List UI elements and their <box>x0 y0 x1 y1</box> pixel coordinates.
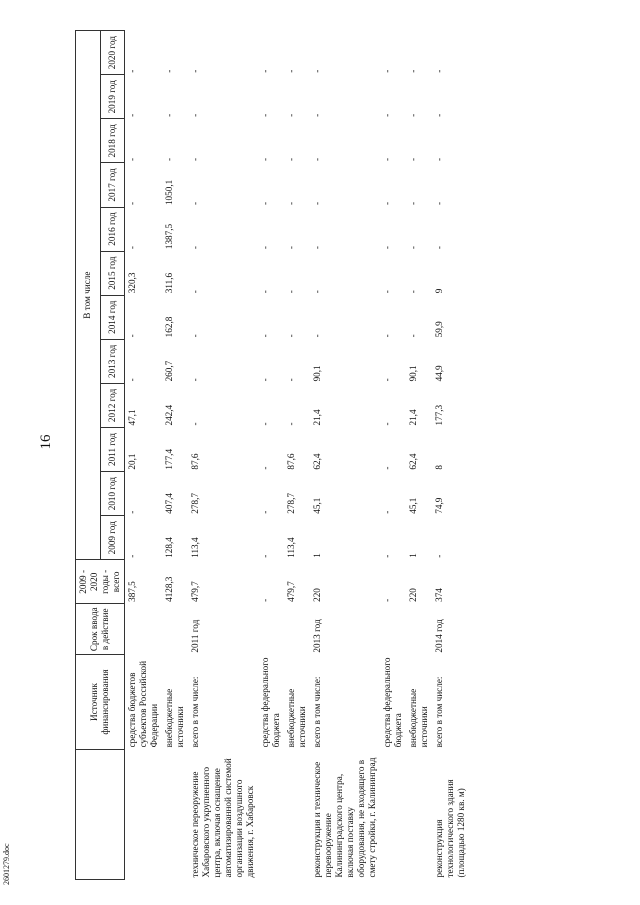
year-value-cell: 113,4 <box>286 537 296 558</box>
year-value-cell: - <box>382 113 392 117</box>
year-value-cell: 8 <box>434 465 444 470</box>
commission-term-cell: 2014 год <box>434 619 444 653</box>
year-value-cell: - <box>260 69 270 73</box>
year-value-cell: - <box>127 246 137 250</box>
object-name-cell: техническое переоружение Хабаровского укрупненного центра, включая оснащение автоматизированной системой организации воздушного движения, г. Хабаровск <box>190 758 255 878</box>
year-value-cell: 260,7 <box>164 360 174 382</box>
year-value-cell: - <box>260 157 270 161</box>
year-value-cell: 1387,5 <box>164 223 174 250</box>
table-row <box>310 31 380 880</box>
object-name-cell <box>125 749 163 879</box>
year-value-cell: - <box>286 290 296 294</box>
year-value-cell: - <box>190 290 200 294</box>
commission-term-cell: 2011 год <box>190 619 200 653</box>
year-value-cell: 45,1 <box>408 497 418 514</box>
year-value-cell: - <box>382 422 392 426</box>
year-value-cell: - <box>408 334 418 338</box>
object-name-cell <box>284 749 310 879</box>
header-year: 2017 год <box>100 163 125 207</box>
table-row <box>125 31 163 880</box>
year-value-cell: 1 <box>408 553 418 558</box>
year-value-cell: 311,6 <box>164 272 174 294</box>
header-year: 2012 год <box>100 383 125 427</box>
year-value-cell: 90,1 <box>312 365 322 382</box>
year-value-cell: - <box>434 201 444 206</box>
year-value-cell: - <box>164 157 174 161</box>
table-row <box>258 31 284 880</box>
funding-source-cell: всего в том числе: <box>190 676 200 748</box>
funding-source-cell: всего в том числе: <box>312 676 322 748</box>
funding-source-cell: средства федерального бюджета <box>382 657 403 748</box>
year-value-cell: - <box>127 554 137 558</box>
year-value-cell: - <box>260 201 270 206</box>
header-year: 2011 год <box>100 428 125 472</box>
year-value-cell: - <box>312 69 322 73</box>
year-value-cell: 87,6 <box>190 453 200 470</box>
year-value-cell: - <box>260 378 270 382</box>
table-row <box>380 31 406 880</box>
year-value-cell: - <box>260 510 270 514</box>
year-value-cell: - <box>127 157 137 161</box>
total-cell: 220 <box>408 588 418 602</box>
year-value-cell: 320,3 <box>127 272 137 294</box>
year-value-cell: - <box>164 113 174 117</box>
funding-source-cell: внебюджетные источники <box>286 688 307 748</box>
header-year: 2016 год <box>100 207 125 251</box>
year-value-cell: - <box>190 422 200 426</box>
year-value-cell: - <box>286 378 296 382</box>
commission-term-cell: 2013 год <box>312 619 322 653</box>
year-value-cell: - <box>382 466 392 470</box>
year-value-cell: 59,9 <box>434 321 444 338</box>
year-value-cell: 177,4 <box>164 448 174 470</box>
year-value-cell: - <box>286 69 296 73</box>
total-cell: 479,7 <box>190 581 200 602</box>
year-value-cell: - <box>260 554 270 558</box>
table-row <box>432 31 469 880</box>
year-value-cell: - <box>190 201 200 206</box>
header-year: 2014 год <box>100 295 125 339</box>
year-value-cell: - <box>408 246 418 250</box>
year-value-cell: 62,4 <box>408 453 418 470</box>
year-value-cell: - <box>312 246 322 250</box>
table-row <box>162 31 188 880</box>
object-name-cell: реконструкция и техническое перевооружение Калининградского центра, включая поставку оборудования, не входящего в смету стройки, г. Калининград <box>312 757 377 878</box>
year-value-cell: - <box>382 554 392 558</box>
total-cell: - <box>260 598 270 602</box>
year-value-cell: - <box>127 510 137 514</box>
year-value-cell: - <box>286 113 296 117</box>
funding-source-cell: средства бюджетов субъектов Российской Федерации <box>127 660 159 748</box>
header-year: 2015 год <box>100 251 125 295</box>
year-value-cell: - <box>312 201 322 206</box>
header-year: 2018 год <box>100 119 125 163</box>
year-value-cell: - <box>382 246 392 250</box>
year-value-cell: 242,4 <box>164 404 174 426</box>
total-cell: 220 <box>312 588 322 602</box>
year-value-cell: - <box>382 334 392 338</box>
header-year: 2019 год <box>100 75 125 119</box>
year-value-cell: - <box>408 201 418 206</box>
year-value-cell: - <box>190 334 200 338</box>
year-value-cell: 162,8 <box>164 316 174 338</box>
year-value-cell: 278,7 <box>286 493 296 514</box>
year-value-cell: - <box>408 113 418 117</box>
year-value-cell: 1 <box>312 553 322 558</box>
year-value-cell: - <box>434 157 444 161</box>
year-value-cell: - <box>434 113 444 117</box>
year-value-cell: - <box>127 69 137 73</box>
year-value-cell: - <box>286 422 296 426</box>
year-value-cell: 113,4 <box>190 537 200 558</box>
footer-filename: 2601279.doc <box>2 843 11 885</box>
total-cell: 374 <box>434 588 444 602</box>
year-value-cell: 21,4 <box>312 409 322 426</box>
total-cell: 4128,3 <box>164 576 174 602</box>
year-value-cell: - <box>312 113 322 117</box>
object-name-cell <box>258 749 284 879</box>
year-value-cell: - <box>408 69 418 73</box>
commission-term-cell <box>380 604 406 655</box>
year-value-cell: 407,4 <box>164 493 174 514</box>
total-cell: 479,7 <box>286 581 296 602</box>
commission-term-cell <box>258 604 284 655</box>
year-value-cell: - <box>127 113 137 117</box>
year-value-cell: - <box>127 334 137 338</box>
object-name-cell <box>406 749 432 879</box>
header-total: 2009 - 2020 годы - всего <box>76 560 125 604</box>
page-number: 16 <box>38 434 54 450</box>
commission-term-cell <box>284 604 310 655</box>
year-value-cell: - <box>190 246 200 250</box>
commission-term-cell <box>406 604 432 655</box>
year-value-cell: - <box>127 201 137 206</box>
year-value-cell: - <box>190 157 200 161</box>
year-value-cell: 21,4 <box>408 409 418 426</box>
rotated-table-container <box>75 30 555 880</box>
header-year: 2009 год <box>100 516 125 560</box>
year-value-cell: - <box>312 157 322 161</box>
year-value-cell: - <box>260 246 270 250</box>
year-value-cell: - <box>312 290 322 294</box>
header-name <box>76 749 125 879</box>
commission-term-cell <box>125 604 163 655</box>
year-value-cell: - <box>434 246 444 250</box>
table-row <box>406 31 432 880</box>
total-cell: 387,5 <box>127 581 137 602</box>
header-term: Срок ввода в действие <box>76 604 125 655</box>
year-value-cell: - <box>434 554 444 558</box>
total-cell: - <box>382 598 392 602</box>
year-value-cell: 278,7 <box>190 493 200 514</box>
year-value-cell: - <box>260 422 270 426</box>
year-value-cell: - <box>260 290 270 294</box>
year-value-cell: - <box>408 157 418 161</box>
year-value-cell: 44,9 <box>434 365 444 382</box>
table-row <box>188 31 258 880</box>
object-name-cell: реконструкция технологического здания (площадью 1280 кв. м) <box>434 779 466 878</box>
year-value-cell: - <box>312 334 322 338</box>
funding-source-cell: всего в том числе: <box>434 676 444 748</box>
year-value-cell: - <box>286 201 296 206</box>
funding-source-cell: внебюджетные источники <box>164 688 185 748</box>
funding-source-cell: средства федерального бюджета <box>260 657 281 748</box>
funding-source-cell: внебюджетные источники <box>408 688 429 748</box>
header-year: 2020 год <box>100 31 125 75</box>
year-value-cell: 20,1 <box>127 453 137 470</box>
year-value-cell: 128,4 <box>164 537 174 558</box>
year-value-cell: - <box>164 69 174 73</box>
year-value-cell: - <box>408 290 418 294</box>
year-value-cell: - <box>382 378 392 382</box>
year-value-cell: 74,9 <box>434 497 444 514</box>
year-value-cell: - <box>260 113 270 117</box>
year-value-cell: - <box>260 466 270 470</box>
year-value-cell: - <box>382 157 392 161</box>
year-value-cell: - <box>286 334 296 338</box>
year-value-cell: 45,1 <box>312 497 322 514</box>
year-value-cell: 62,4 <box>312 453 322 470</box>
commission-term-cell <box>162 604 188 655</box>
year-value-cell: - <box>382 69 392 73</box>
year-value-cell: - <box>382 290 392 294</box>
year-value-cell: - <box>190 69 200 73</box>
year-value-cell: 9 <box>434 288 444 294</box>
year-value-cell: - <box>382 510 392 514</box>
header-source: Источник финансирования <box>76 655 125 750</box>
header-year: 2010 год <box>100 472 125 516</box>
year-value-cell: - <box>434 69 444 73</box>
table-row <box>284 31 310 880</box>
object-name-cell <box>162 749 188 879</box>
header-group: В том числе <box>76 31 101 560</box>
year-value-cell: - <box>127 378 137 382</box>
year-value-cell: 1050,1 <box>164 179 174 206</box>
year-value-cell: 87,6 <box>286 453 296 470</box>
financing-table <box>75 30 469 880</box>
year-value-cell: 90,1 <box>408 365 418 382</box>
year-value-cell: 47,1 <box>127 409 137 426</box>
year-value-cell: - <box>260 334 270 338</box>
year-value-cell: 177,3 <box>434 404 444 426</box>
year-value-cell: - <box>382 201 392 206</box>
object-name-cell <box>380 749 406 879</box>
year-value-cell: - <box>286 157 296 161</box>
header-year: 2013 год <box>100 339 125 383</box>
year-value-cell: - <box>190 378 200 382</box>
year-value-cell: - <box>190 113 200 117</box>
table-body <box>125 31 470 880</box>
year-value-cell: - <box>286 246 296 250</box>
